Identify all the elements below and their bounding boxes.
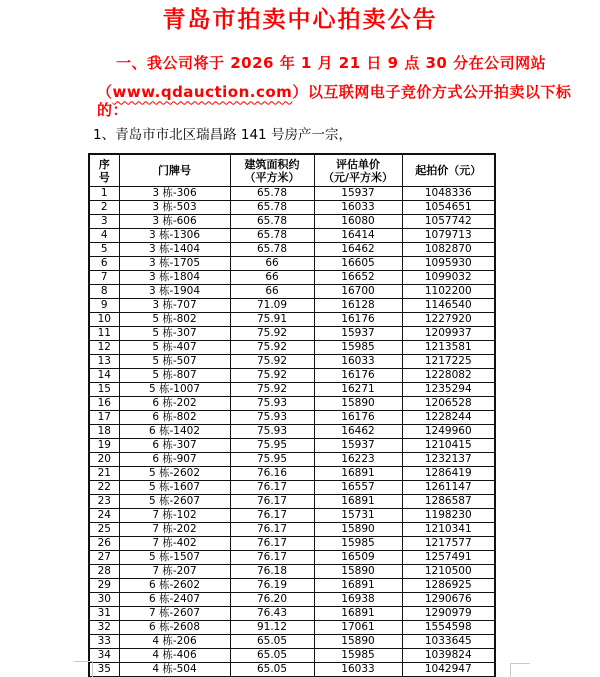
cell-seq-no: 32 bbox=[89, 621, 119, 635]
cell-unit-price: 16891 bbox=[314, 467, 402, 481]
cell-unit-price: 16176 bbox=[314, 313, 402, 327]
auction-table-head bbox=[89, 154, 495, 187]
cell-unit-price: 16414 bbox=[314, 229, 402, 243]
cell-seq-no: 26 bbox=[89, 537, 119, 551]
table-row bbox=[89, 229, 495, 243]
cell-door-no: 6 栋-202 bbox=[119, 397, 230, 411]
cell-building-area: 75.92 bbox=[230, 355, 314, 369]
cell-start-price: 1039824 bbox=[402, 649, 495, 663]
cell-start-price: 1042947 bbox=[402, 663, 495, 677]
cell-unit-price: 15985 bbox=[314, 649, 402, 663]
cell-building-area: 76.17 bbox=[230, 551, 314, 565]
table-row bbox=[89, 327, 495, 341]
cell-door-no: 3 栋-306 bbox=[119, 187, 230, 201]
table-row bbox=[89, 243, 495, 257]
cell-start-price: 1095930 bbox=[402, 257, 495, 271]
cell-door-no: 7 栋-2607 bbox=[119, 607, 230, 621]
cell-building-area: 65.78 bbox=[230, 243, 314, 257]
table-row bbox=[89, 453, 495, 467]
cell-seq-no: 18 bbox=[89, 425, 119, 439]
cell-building-area: 76.17 bbox=[230, 481, 314, 495]
cell-seq-no: 10 bbox=[89, 313, 119, 327]
cell-building-area: 75.92 bbox=[230, 383, 314, 397]
cell-building-area: 66 bbox=[230, 257, 314, 271]
cell-door-no: 3 栋-1306 bbox=[119, 229, 230, 243]
cell-unit-price: 16938 bbox=[314, 593, 402, 607]
cell-seq-no: 7 bbox=[89, 271, 119, 285]
cell-seq-no: 16 bbox=[89, 397, 119, 411]
cell-seq-no: 28 bbox=[89, 565, 119, 579]
cell-unit-price: 16271 bbox=[314, 383, 402, 397]
cell-unit-price: 16509 bbox=[314, 551, 402, 565]
cell-unit-price: 16080 bbox=[314, 215, 402, 229]
cell-unit-price: 16223 bbox=[314, 453, 402, 467]
cell-unit-price: 16891 bbox=[314, 579, 402, 593]
cell-seq-no: 31 bbox=[89, 607, 119, 621]
cell-unit-price: 15890 bbox=[314, 635, 402, 649]
cell-seq-no: 11 bbox=[89, 327, 119, 341]
cell-door-no: 5 栋-2602 bbox=[119, 467, 230, 481]
cell-seq-no: 8 bbox=[89, 285, 119, 299]
cell-unit-price: 15890 bbox=[314, 523, 402, 537]
cell-door-no: 4 栋-504 bbox=[119, 663, 230, 677]
table-row bbox=[89, 467, 495, 481]
table-row bbox=[89, 663, 495, 677]
cell-start-price: 1079713 bbox=[402, 229, 495, 243]
cell-door-no: 6 栋-2608 bbox=[119, 621, 230, 635]
cell-door-no: 5 栋-807 bbox=[119, 369, 230, 383]
cell-door-no: 5 栋-307 bbox=[119, 327, 230, 341]
cell-start-price: 1235294 bbox=[402, 383, 495, 397]
cell-seq-no: 23 bbox=[89, 495, 119, 509]
cell-seq-no: 27 bbox=[89, 551, 119, 565]
cell-door-no: 6 栋-907 bbox=[119, 453, 230, 467]
cell-unit-price: 16652 bbox=[314, 271, 402, 285]
cell-seq-no: 6 bbox=[89, 257, 119, 271]
cell-start-price: 1210500 bbox=[402, 565, 495, 579]
cell-unit-price: 15937 bbox=[314, 187, 402, 201]
table-row bbox=[89, 215, 495, 229]
cell-start-price: 1217577 bbox=[402, 537, 495, 551]
cell-unit-price: 16605 bbox=[314, 257, 402, 271]
cell-seq-no: 3 bbox=[89, 215, 119, 229]
cell-building-area: 65.05 bbox=[230, 635, 314, 649]
cell-building-area: 76.17 bbox=[230, 523, 314, 537]
cell-seq-no: 30 bbox=[89, 593, 119, 607]
auction-table bbox=[88, 153, 496, 677]
cell-door-no: 6 栋-802 bbox=[119, 411, 230, 425]
cell-start-price: 1286587 bbox=[402, 495, 495, 509]
cell-building-area: 76.17 bbox=[230, 495, 314, 509]
cell-door-no: 5 栋-2607 bbox=[119, 495, 230, 509]
cell-start-price: 1261147 bbox=[402, 481, 495, 495]
header-building-area-line2: （平方米） bbox=[244, 170, 300, 184]
table-row bbox=[89, 397, 495, 411]
cell-door-no: 3 栋-707 bbox=[119, 299, 230, 313]
table-row bbox=[89, 369, 495, 383]
page-corner-mark-left bbox=[74, 661, 93, 677]
cell-start-price: 1249960 bbox=[402, 425, 495, 439]
cell-door-no: 5 栋-407 bbox=[119, 341, 230, 355]
table-row bbox=[89, 425, 495, 439]
header-unit-price bbox=[314, 154, 402, 187]
cell-start-price: 1228082 bbox=[402, 369, 495, 383]
cell-door-no: 6 栋-307 bbox=[119, 439, 230, 453]
cell-seq-no: 2 bbox=[89, 201, 119, 215]
cell-unit-price: 15731 bbox=[314, 509, 402, 523]
table-row bbox=[89, 383, 495, 397]
table-row bbox=[89, 495, 495, 509]
cell-start-price: 1057742 bbox=[402, 215, 495, 229]
cell-unit-price: 16700 bbox=[314, 285, 402, 299]
cell-start-price: 1217225 bbox=[402, 355, 495, 369]
cell-building-area: 75.92 bbox=[230, 341, 314, 355]
cell-door-no: 6 栋-2602 bbox=[119, 579, 230, 593]
header-seq-no bbox=[89, 154, 119, 187]
cell-unit-price: 15985 bbox=[314, 341, 402, 355]
cell-start-price: 1227920 bbox=[402, 313, 495, 327]
cell-start-price: 1290676 bbox=[402, 593, 495, 607]
cell-unit-price: 16462 bbox=[314, 425, 402, 439]
cell-unit-price: 16128 bbox=[314, 299, 402, 313]
cell-door-no: 7 栋-207 bbox=[119, 565, 230, 579]
cell-building-area: 66 bbox=[230, 285, 314, 299]
cell-seq-no: 25 bbox=[89, 523, 119, 537]
table-row bbox=[89, 509, 495, 523]
cell-building-area: 75.92 bbox=[230, 327, 314, 341]
cell-start-price: 1286419 bbox=[402, 467, 495, 481]
cell-building-area: 65.78 bbox=[230, 229, 314, 243]
table-row bbox=[89, 537, 495, 551]
cell-building-area: 75.93 bbox=[230, 425, 314, 439]
cell-building-area: 91.12 bbox=[230, 621, 314, 635]
cell-unit-price: 16176 bbox=[314, 411, 402, 425]
cell-start-price: 1146540 bbox=[402, 299, 495, 313]
cell-start-price: 1099032 bbox=[402, 271, 495, 285]
cell-building-area: 75.92 bbox=[230, 369, 314, 383]
cell-door-no: 3 栋-1804 bbox=[119, 271, 230, 285]
cell-seq-no: 20 bbox=[89, 453, 119, 467]
cell-building-area: 76.17 bbox=[230, 509, 314, 523]
table-row bbox=[89, 341, 495, 355]
cell-unit-price: 16891 bbox=[314, 607, 402, 621]
cell-start-price: 1102200 bbox=[402, 285, 495, 299]
cell-unit-price: 15890 bbox=[314, 565, 402, 579]
website-url: www.qdauction.com bbox=[112, 83, 293, 102]
cell-seq-no: 35 bbox=[89, 663, 119, 677]
cell-door-no: 3 栋-606 bbox=[119, 215, 230, 229]
table-row bbox=[89, 439, 495, 453]
cell-door-no: 7 栋-402 bbox=[119, 537, 230, 551]
cell-seq-no: 13 bbox=[89, 355, 119, 369]
header-building-area bbox=[230, 154, 314, 187]
header-building-area-line1: 建筑面积约 bbox=[244, 157, 300, 171]
cell-start-price: 1054651 bbox=[402, 201, 495, 215]
cell-door-no: 3 栋-1404 bbox=[119, 243, 230, 257]
cell-door-no: 5 栋-1007 bbox=[119, 383, 230, 397]
cell-unit-price: 15937 bbox=[314, 327, 402, 341]
cell-building-area: 66 bbox=[230, 271, 314, 285]
cell-start-price: 1082870 bbox=[402, 243, 495, 257]
table-row bbox=[89, 649, 495, 663]
cell-door-no: 3 栋-1904 bbox=[119, 285, 230, 299]
cell-seq-no: 15 bbox=[89, 383, 119, 397]
table-row bbox=[89, 523, 495, 537]
cell-door-no: 5 栋-802 bbox=[119, 313, 230, 327]
cell-unit-price: 17061 bbox=[314, 621, 402, 635]
cell-building-area: 75.93 bbox=[230, 397, 314, 411]
cell-unit-price: 15937 bbox=[314, 439, 402, 453]
table-row bbox=[89, 607, 495, 621]
cell-door-no: 3 栋-503 bbox=[119, 201, 230, 215]
cell-seq-no: 21 bbox=[89, 467, 119, 481]
cell-building-area: 76.43 bbox=[230, 607, 314, 621]
cell-building-area: 65.78 bbox=[230, 215, 314, 229]
cell-seq-no: 34 bbox=[89, 649, 119, 663]
cell-start-price: 1033645 bbox=[402, 635, 495, 649]
cell-seq-no: 22 bbox=[89, 481, 119, 495]
page-corner-mark-right bbox=[510, 663, 530, 677]
cell-seq-no: 5 bbox=[89, 243, 119, 257]
table-row bbox=[89, 481, 495, 495]
cell-seq-no: 9 bbox=[89, 299, 119, 313]
cell-building-area: 75.95 bbox=[230, 439, 314, 453]
lot-description-line: 1、青岛市市北区瑞昌路 141 号房产一宗， bbox=[93, 127, 352, 144]
cell-start-price: 1198230 bbox=[402, 509, 495, 523]
cell-start-price: 1228244 bbox=[402, 411, 495, 425]
cell-building-area: 65.78 bbox=[230, 187, 314, 201]
cell-unit-price: 16891 bbox=[314, 495, 402, 509]
table-row bbox=[89, 635, 495, 649]
table-row bbox=[89, 565, 495, 579]
table-row bbox=[89, 285, 495, 299]
table-row bbox=[89, 621, 495, 635]
header-row bbox=[89, 154, 495, 187]
cell-unit-price: 16033 bbox=[314, 663, 402, 677]
header-door-no bbox=[119, 154, 230, 187]
cell-start-price: 1290979 bbox=[402, 607, 495, 621]
cell-unit-price: 16033 bbox=[314, 355, 402, 369]
table-row bbox=[89, 313, 495, 327]
cell-unit-price: 15985 bbox=[314, 537, 402, 551]
cell-start-price: 1213581 bbox=[402, 341, 495, 355]
table-row bbox=[89, 551, 495, 565]
cell-building-area: 75.91 bbox=[230, 313, 314, 327]
cell-building-area: 75.93 bbox=[230, 411, 314, 425]
cell-door-no: 3 栋-1705 bbox=[119, 257, 230, 271]
cell-door-no: 4 栋-206 bbox=[119, 635, 230, 649]
cell-seq-no: 12 bbox=[89, 341, 119, 355]
header-start-price-line1: 起拍价（元） bbox=[415, 164, 482, 178]
table-row bbox=[89, 187, 495, 201]
cell-building-area: 65.05 bbox=[230, 663, 314, 677]
cell-seq-no: 24 bbox=[89, 509, 119, 523]
header-unit-price-line1: 评估单价 bbox=[336, 157, 380, 171]
cell-door-no: 7 栋-202 bbox=[119, 523, 230, 537]
cell-door-no: 6 栋-2407 bbox=[119, 593, 230, 607]
cell-start-price: 1206528 bbox=[402, 397, 495, 411]
table-row bbox=[89, 593, 495, 607]
cell-start-price: 1210341 bbox=[402, 523, 495, 537]
cell-start-price: 1554598 bbox=[402, 621, 495, 635]
cell-seq-no: 33 bbox=[89, 635, 119, 649]
cell-seq-no: 17 bbox=[89, 411, 119, 425]
cell-start-price: 1048336 bbox=[402, 187, 495, 201]
cell-building-area: 76.18 bbox=[230, 565, 314, 579]
cell-seq-no: 14 bbox=[89, 369, 119, 383]
cell-building-area: 76.16 bbox=[230, 467, 314, 481]
cell-seq-no: 19 bbox=[89, 439, 119, 453]
cell-unit-price: 15890 bbox=[314, 397, 402, 411]
cell-unit-price: 16033 bbox=[314, 201, 402, 215]
cell-door-no: 5 栋-1607 bbox=[119, 481, 230, 495]
cell-start-price: 1210415 bbox=[402, 439, 495, 453]
cell-start-price: 1232137 bbox=[402, 453, 495, 467]
cell-door-no: 4 栋-406 bbox=[119, 649, 230, 663]
cell-door-no: 6 栋-1402 bbox=[119, 425, 230, 439]
cell-unit-price: 16557 bbox=[314, 481, 402, 495]
header-start-price bbox=[402, 154, 495, 187]
header-door-no-line1: 门牌号 bbox=[158, 164, 191, 178]
cell-unit-price: 16176 bbox=[314, 369, 402, 383]
table-row bbox=[89, 257, 495, 271]
cell-seq-no: 1 bbox=[89, 187, 119, 201]
cell-door-no: 5 栋-1507 bbox=[119, 551, 230, 565]
cell-building-area: 75.95 bbox=[230, 453, 314, 467]
cell-seq-no: 29 bbox=[89, 579, 119, 593]
cell-building-area: 71.09 bbox=[230, 299, 314, 313]
table-row bbox=[89, 201, 495, 215]
cell-building-area: 76.20 bbox=[230, 593, 314, 607]
header-seq-no-line1: 序 bbox=[98, 157, 110, 171]
header-unit-price-line2: （元/平方米） bbox=[322, 170, 394, 184]
cell-building-area: 76.17 bbox=[230, 537, 314, 551]
cell-start-price: 1209937 bbox=[402, 327, 495, 341]
cell-door-no: 7 栋-102 bbox=[119, 509, 230, 523]
intro-line-2-suffix: ）以互联网电子竞价方式公开拍卖以下标的： bbox=[97, 83, 572, 120]
table-row bbox=[89, 355, 495, 369]
cell-building-area: 65.78 bbox=[230, 201, 314, 215]
cell-seq-no: 4 bbox=[89, 229, 119, 243]
table-row bbox=[89, 579, 495, 593]
table-row bbox=[89, 299, 495, 313]
intro-line-1: 一、我公司将于 2026 年 1 月 21 日 9 点 30 分在公司网站 bbox=[116, 54, 547, 73]
cell-building-area: 65.05 bbox=[230, 649, 314, 663]
header-seq-no-line2: 号 bbox=[98, 170, 110, 184]
cell-start-price: 1286925 bbox=[402, 579, 495, 593]
table-row bbox=[89, 271, 495, 285]
table-row bbox=[89, 411, 495, 425]
intro-line-2-prefix: （ bbox=[97, 83, 113, 102]
cell-unit-price: 16462 bbox=[314, 243, 402, 257]
intro-line-2 bbox=[97, 83, 600, 119]
auction-table-body bbox=[89, 187, 495, 677]
cell-start-price: 1257491 bbox=[402, 551, 495, 565]
page-title: 青岛市拍卖中心拍卖公告 bbox=[162, 7, 438, 33]
cell-building-area: 76.19 bbox=[230, 579, 314, 593]
cell-door-no: 5 栋-507 bbox=[119, 355, 230, 369]
